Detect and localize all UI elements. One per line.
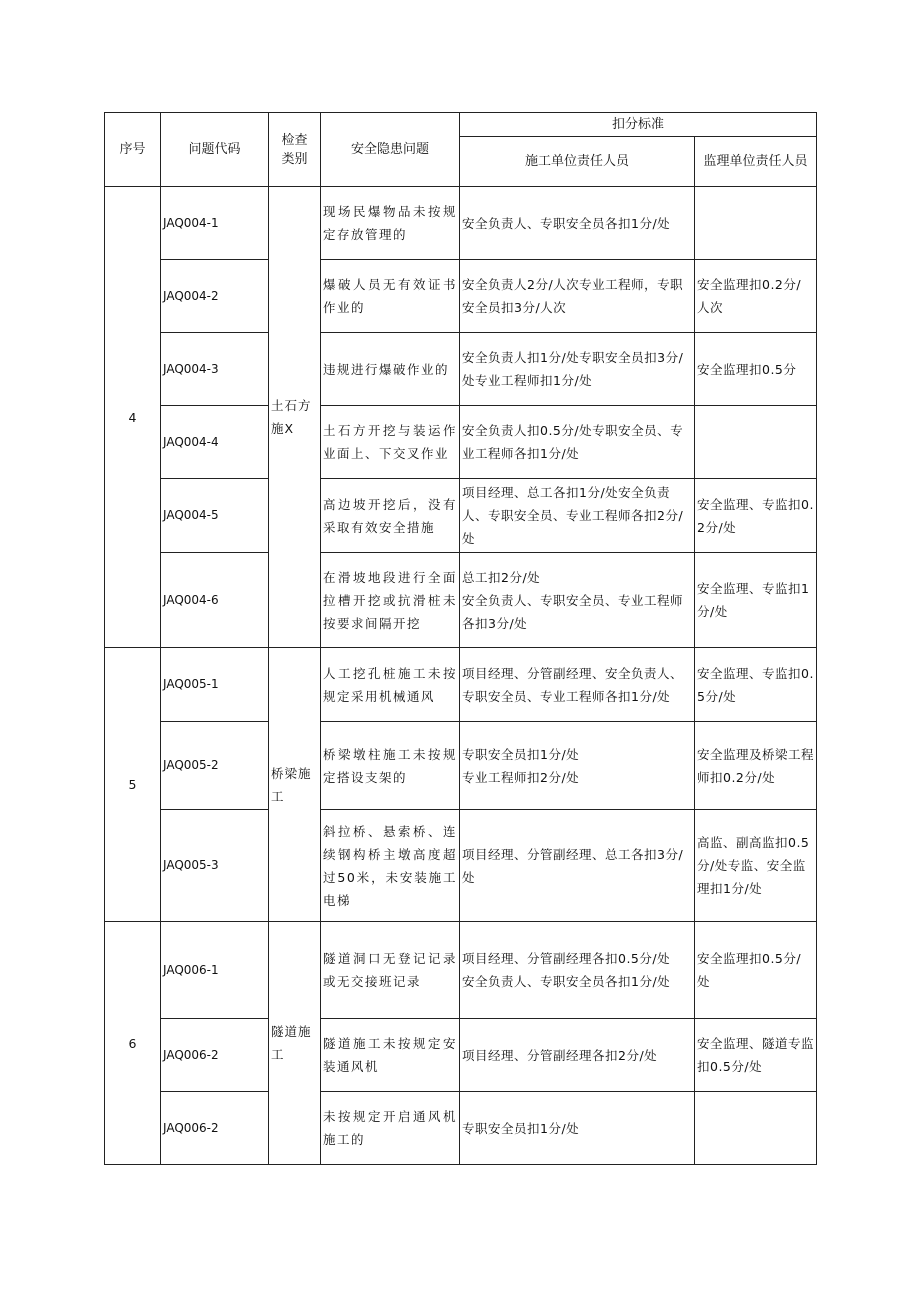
supervision-cell-line: 安全监理、专监扣0.5分/处 [697, 665, 814, 704]
code-cell: JAQ004-2 [161, 260, 269, 333]
issue-cell-line: 土石方开挖与装运作业面上、下交叉作业 [323, 423, 457, 461]
code-cell: JAQ005-2 [161, 722, 269, 810]
construction-cell-line: 安全负责人扣0.5分/处专职安全员、专业工程师各扣1分/处 [462, 423, 684, 461]
issue-cell [321, 187, 460, 260]
construction-cell-line: 项目经理、分管副经理各扣0.5分/处 [462, 951, 671, 966]
seq-cell: 5 [105, 648, 161, 922]
table-row [105, 722, 817, 810]
header-seq: 序号 [105, 113, 161, 187]
issue-cell-line: 人工挖孔桩施工未按规定采用机械通风 [323, 665, 457, 704]
construction-cell [460, 810, 695, 922]
supervision-cell [695, 1092, 817, 1165]
code-cell: JAQ004-6 [161, 553, 269, 648]
construction-cell [460, 1092, 695, 1165]
table-row [105, 187, 817, 260]
table-row [105, 479, 817, 553]
supervision-cell [695, 406, 817, 479]
code-cell: JAQ006-1 [161, 922, 269, 1019]
supervision-cell-line: 安全监理扣0.5分 [697, 361, 797, 377]
table-row [105, 260, 817, 333]
construction-cell-line: 安全负责人2分/人次专业工程师，专职安全员扣3分/人次 [462, 277, 684, 315]
supervision-cell [695, 333, 817, 406]
issue-cell [321, 553, 460, 648]
deduction-table [104, 112, 817, 1165]
construction-cell-line: 项目经理、分管副经理各扣2分/处 [462, 1047, 658, 1063]
table-row [105, 922, 817, 1019]
construction-cell-line: 项目经理、分管副经理、安全负责人、专职安全员、专业工程师各扣1分/处 [462, 665, 684, 704]
construction-cell-line: 安全负责人扣1分/处专职安全员扣3分/处专业工程师扣1分/处 [462, 350, 684, 388]
issue-cell [321, 1092, 460, 1165]
supervision-cell [695, 722, 817, 810]
header-issue: 安全隐患问题 [321, 113, 460, 187]
construction-cell-line: 总工扣2分/处 [462, 569, 541, 585]
header-category: 检查类别 [269, 113, 321, 187]
supervision-cell-line: 安全监理及桥梁工程师扣0.2分/处 [697, 746, 815, 785]
construction-cell [460, 722, 695, 810]
table-row [105, 406, 817, 479]
code-cell: JAQ004-1 [161, 187, 269, 260]
issue-cell-line: 斜拉桥、悬索桥、连续钢构桥主墩高度超过50米，未安装施工电梯 [323, 823, 457, 908]
table-row [105, 810, 817, 922]
code-cell: JAQ005-1 [161, 648, 269, 722]
issue-cell [321, 722, 460, 810]
supervision-cell [695, 1019, 817, 1092]
table-row [105, 648, 817, 722]
seq-cell: 6 [105, 922, 161, 1165]
construction-cell-line: 专职安全员扣1分/处 [462, 1120, 580, 1136]
issue-cell [321, 922, 460, 1019]
header-supervision: 监理单位责任人员 [695, 137, 817, 187]
issue-cell-line: 违规进行爆破作业的 [323, 361, 450, 377]
category-cell: 隧道施工 [269, 922, 321, 1165]
construction-cell [460, 479, 695, 553]
code-cell: JAQ006-2 [161, 1019, 269, 1092]
supervision-cell-line: 安全监理、专监扣1分/处 [697, 581, 810, 619]
construction-cell [460, 553, 695, 648]
supervision-cell [695, 648, 817, 722]
supervision-cell [695, 553, 817, 648]
header-deduction: 扣分标准 [460, 113, 817, 137]
table-row [105, 1092, 817, 1165]
code-cell: JAQ004-3 [161, 333, 269, 406]
supervision-cell-line: 安全监理、专监扣0.2分/处 [697, 496, 814, 535]
construction-cell [460, 333, 695, 406]
table-row [105, 553, 817, 648]
construction-cell [460, 187, 695, 260]
seq-cell: 4 [105, 187, 161, 648]
construction-cell-line: 项目经理、总工各扣1分/处安全负责人、专职安全员、专业工程师各扣2分/处 [462, 485, 684, 546]
issue-cell-line: 高边坡开挖后，没有采取有效安全措施 [323, 496, 457, 535]
issue-cell-line: 桥梁墩柱施工未按规定搭设支架的 [323, 746, 457, 785]
construction-cell [460, 922, 695, 1019]
table-row [105, 1019, 817, 1092]
construction-cell [460, 260, 695, 333]
code-cell: JAQ004-5 [161, 479, 269, 553]
construction-cell-line: 专业工程师扣2分/处 [462, 769, 580, 785]
supervision-cell-line: 安全监理扣0.2分/人次 [697, 277, 802, 315]
construction-cell-line: 项目经理、分管副经理、总工各扣3分/处 [462, 846, 684, 885]
deduction-standards-sheet [104, 112, 816, 1165]
issue-cell-line: 爆破人员无有效证书作业的 [323, 277, 457, 315]
issue-cell-line: 隧道洞口无登记记录或无交接班记录 [323, 951, 457, 989]
issue-cell [321, 810, 460, 922]
supervision-cell-line: 安全监理扣0.5分/处 [697, 951, 802, 989]
construction-cell [460, 648, 695, 722]
category-cell: 桥梁施工 [269, 648, 321, 922]
issue-cell [321, 260, 460, 333]
supervision-cell-line: 高监、副高监扣0.5分/处专监、安全监理扣1分/处 [697, 835, 810, 896]
construction-cell-line: 安全负责人、专职安全员、专业工程师各扣3分/处 [462, 592, 684, 631]
supervision-cell [695, 187, 817, 260]
code-cell: JAQ006-2 [161, 1092, 269, 1165]
issue-cell [321, 479, 460, 553]
issue-cell-line: 隧道施工未按规定安装通风机 [323, 1036, 457, 1074]
construction-cell-line: 安全负责人、专职安全员各扣1分/处 [462, 974, 671, 989]
code-cell: JAQ004-4 [161, 406, 269, 479]
supervision-cell-line: 安全监理、隧道专监扣0.5分/处 [697, 1036, 815, 1074]
issue-cell [321, 648, 460, 722]
table-row [105, 333, 817, 406]
construction-cell-line: 安全负责人、专职安全员各扣1分/处 [462, 215, 671, 231]
category-cell: 土石方施X [269, 187, 321, 648]
code-cell: JAQ005-3 [161, 810, 269, 922]
issue-cell [321, 333, 460, 406]
table-body [105, 187, 817, 1165]
supervision-cell [695, 260, 817, 333]
construction-cell [460, 1019, 695, 1092]
issue-cell [321, 1019, 460, 1092]
issue-cell-line: 未按规定开启通风机施工的 [323, 1109, 457, 1147]
supervision-cell [695, 810, 817, 922]
issue-cell-line: 现场民爆物品未按规定存放管理的 [323, 204, 457, 242]
supervision-cell [695, 479, 817, 553]
issue-cell [321, 406, 460, 479]
header-code: 问题代码 [161, 113, 269, 187]
header-construction: 施工单位责任人员 [460, 137, 695, 187]
issue-cell-line: 在滑坡地段进行全面拉槽开挖或抗滑桩未按要求间隔开挖 [323, 569, 457, 631]
construction-cell [460, 406, 695, 479]
supervision-cell [695, 922, 817, 1019]
construction-cell-line: 专职安全员扣1分/处 [462, 746, 580, 762]
